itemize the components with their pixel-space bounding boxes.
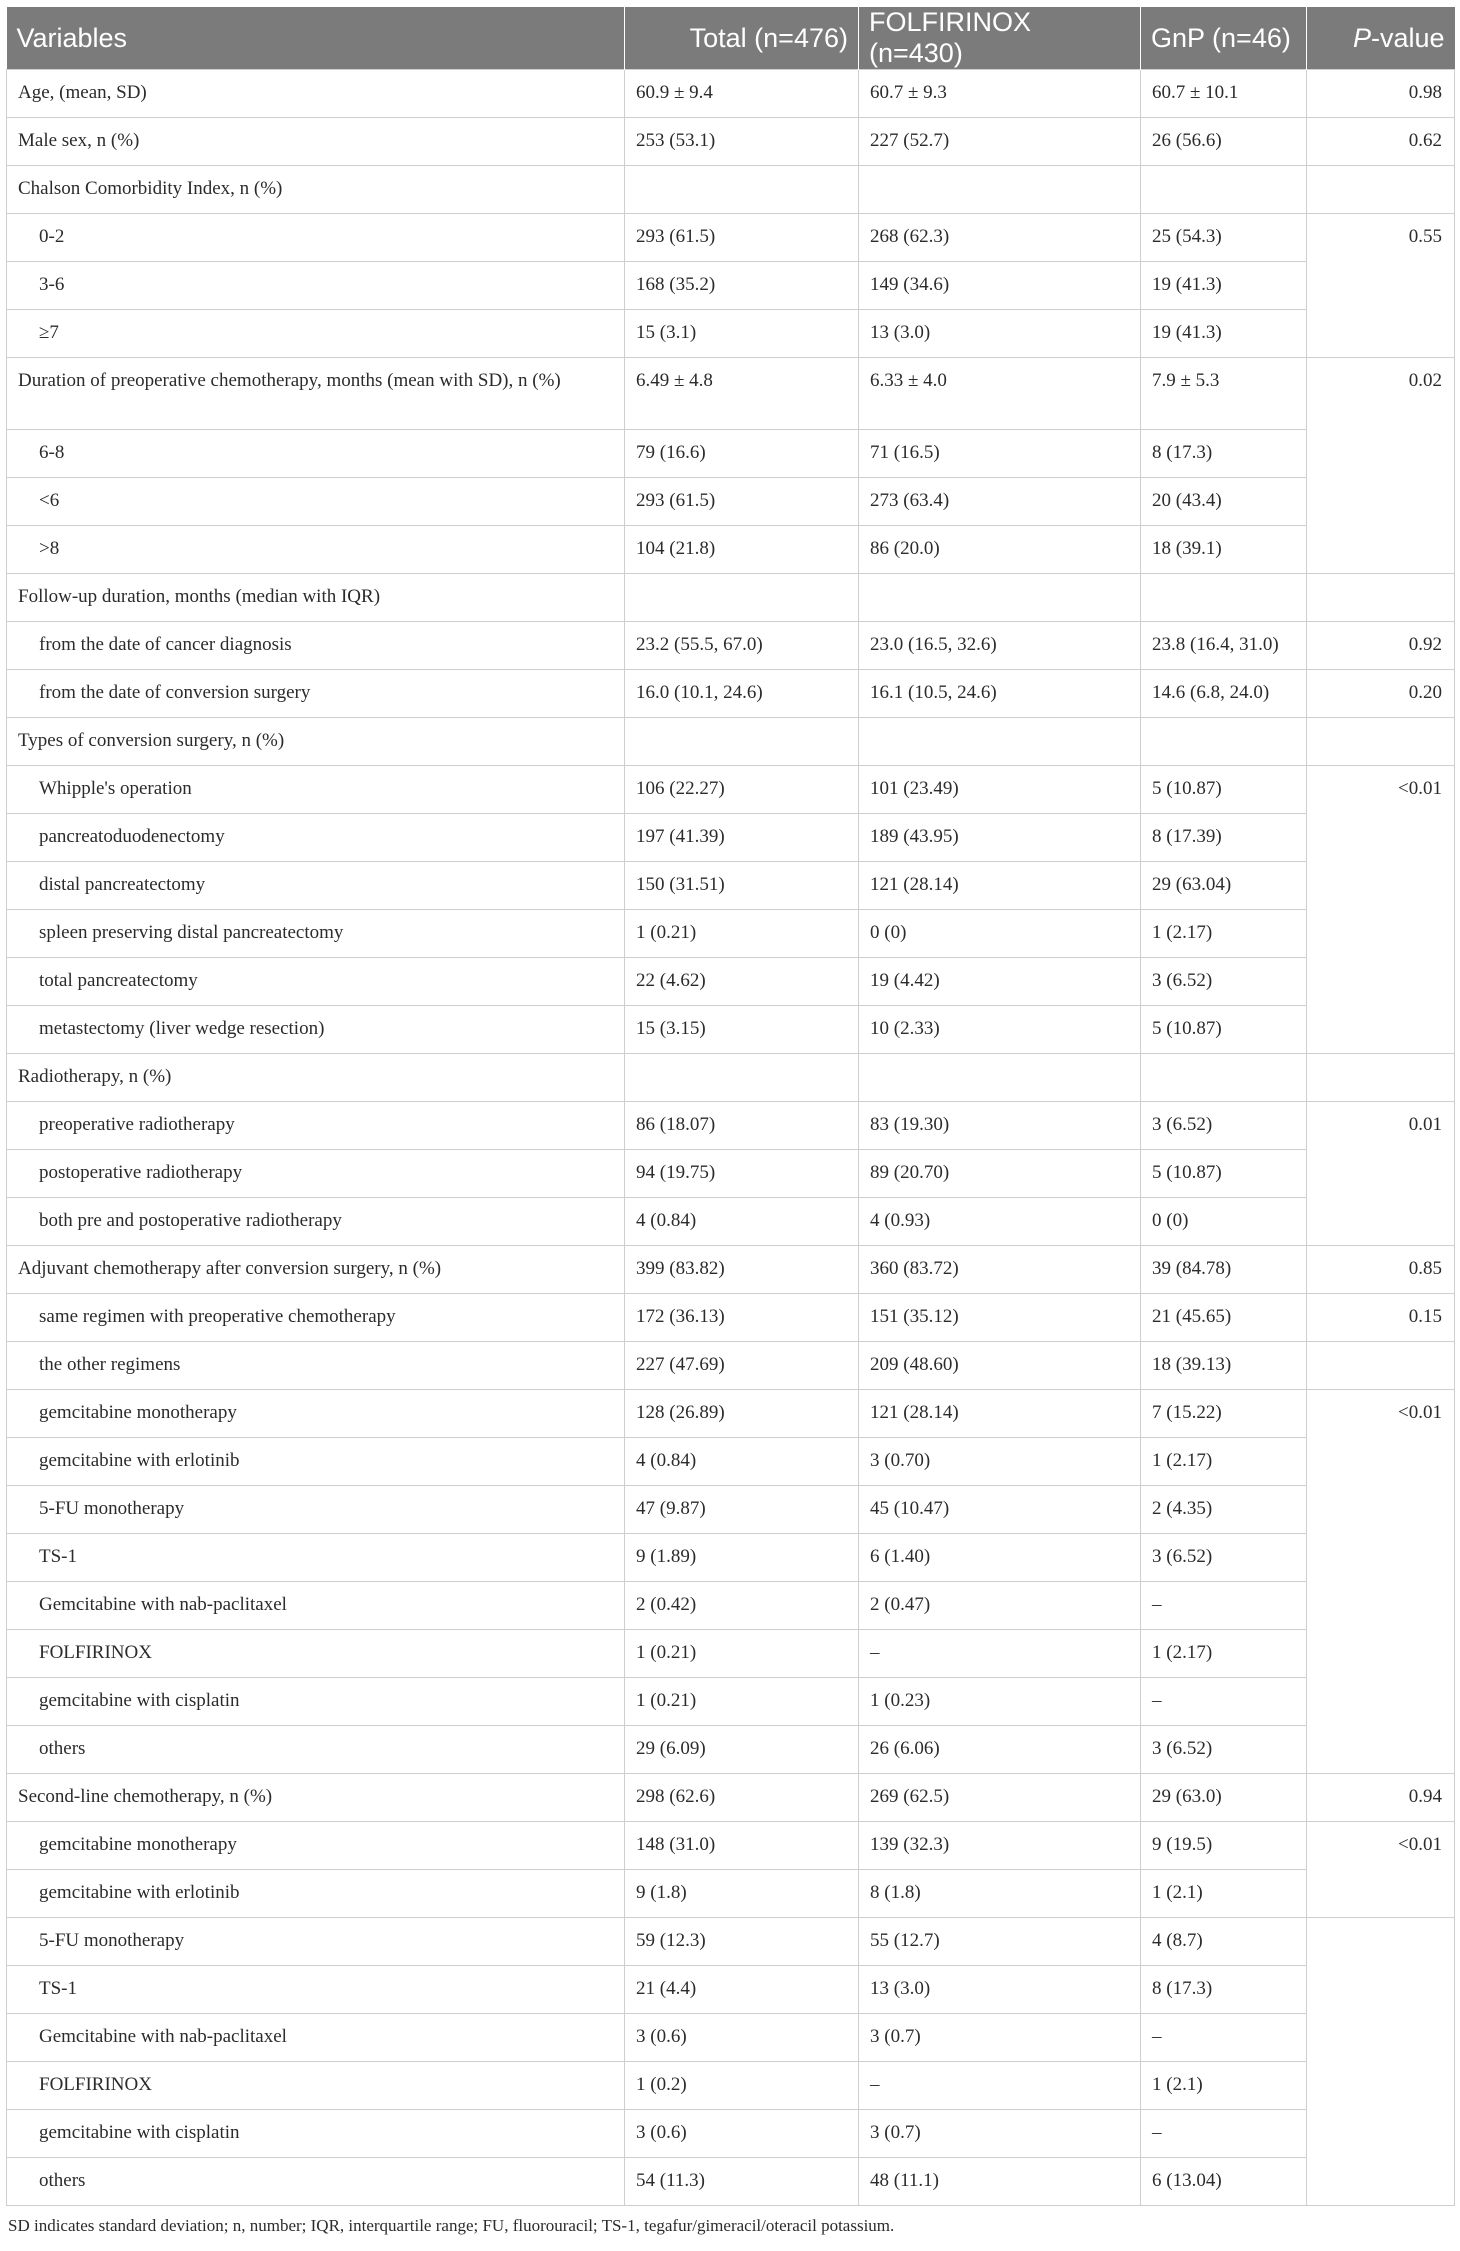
gnp-cell: 39 (84.78) [1141, 1246, 1307, 1294]
table-row [7, 1246, 1455, 1294]
total-cell [625, 718, 859, 766]
folfirinox-cell: 209 (48.60) [859, 1342, 1141, 1390]
table-row [7, 1342, 1455, 1390]
total-cell: 4 (0.84) [625, 1198, 859, 1246]
gnp-cell: 1 (2.1) [1141, 2062, 1307, 2110]
variable-cell: 6-8 [7, 430, 625, 478]
table-row [7, 1630, 1455, 1678]
p-value-cell: <0.01 [1307, 1822, 1455, 1918]
variable-cell: distal pancreatectomy [7, 862, 625, 910]
total-cell: 1 (0.2) [625, 2062, 859, 2110]
total-cell: 172 (36.13) [625, 1294, 859, 1342]
folfirinox-cell: 3 (0.7) [859, 2110, 1141, 2158]
folfirinox-cell: 268 (62.3) [859, 214, 1141, 262]
gnp-cell: 3 (6.52) [1141, 958, 1307, 1006]
table-row [7, 622, 1455, 670]
gnp-cell: 1 (2.17) [1141, 1438, 1307, 1486]
total-cell: 106 (22.27) [625, 766, 859, 814]
variable-cell: Radiotherapy, n (%) [7, 1054, 625, 1102]
total-cell: 197 (41.39) [625, 814, 859, 862]
gnp-cell: 5 (10.87) [1141, 1006, 1307, 1054]
variable-cell: Chalson Comorbidity Index, n (%) [7, 166, 625, 214]
gnp-cell: 1 (2.17) [1141, 910, 1307, 958]
variable-cell: Duration of preoperative chemotherapy, months (mean with SD), n (%) [7, 358, 625, 430]
total-cell: 293 (61.5) [625, 478, 859, 526]
variable-cell: gemcitabine with erlotinib [7, 1870, 625, 1918]
variable-cell: ≥7 [7, 310, 625, 358]
total-cell: 15 (3.15) [625, 1006, 859, 1054]
header-gnp: GnP (n=46) [1141, 7, 1307, 70]
gnp-cell: 21 (45.65) [1141, 1294, 1307, 1342]
gnp-cell: 0 (0) [1141, 1198, 1307, 1246]
gnp-cell: – [1141, 2110, 1307, 2158]
variable-cell: spleen preserving distal pancreatectomy [7, 910, 625, 958]
header-folfirinox: FOLFIRINOX (n=430) [859, 7, 1141, 70]
table-row [7, 1726, 1455, 1774]
variable-cell: gemcitabine with erlotinib [7, 1438, 625, 1486]
total-cell: 79 (16.6) [625, 430, 859, 478]
p-value-cell [1307, 1342, 1455, 1390]
variable-cell: preoperative radiotherapy [7, 1102, 625, 1150]
table-row [7, 1822, 1455, 1870]
total-cell [625, 1054, 859, 1102]
folfirinox-cell [859, 718, 1141, 766]
p-value-cell: <0.01 [1307, 1390, 1455, 1774]
gnp-cell: 60.7 ± 10.1 [1141, 70, 1307, 118]
table-row [7, 118, 1455, 166]
header-p-value [1307, 7, 1455, 70]
gnp-cell: 2 (4.35) [1141, 1486, 1307, 1534]
variable-cell: gemcitabine monotherapy [7, 1822, 625, 1870]
p-value-cell: 0.20 [1307, 670, 1455, 718]
folfirinox-cell: 121 (28.14) [859, 1390, 1141, 1438]
variable-cell: TS-1 [7, 1534, 625, 1582]
gnp-cell: – [1141, 1582, 1307, 1630]
table-row [7, 1438, 1455, 1486]
total-cell: 148 (31.0) [625, 1822, 859, 1870]
folfirinox-cell: 16.1 (10.5, 24.6) [859, 670, 1141, 718]
table-row [7, 1198, 1455, 1246]
gnp-cell: 26 (56.6) [1141, 118, 1307, 166]
p-value-cell: 0.98 [1307, 70, 1455, 118]
table-row [7, 2158, 1455, 2206]
folfirinox-cell: 273 (63.4) [859, 478, 1141, 526]
header-variables: Variables [7, 7, 625, 70]
table-row [7, 1390, 1455, 1438]
table-row [7, 1006, 1455, 1054]
table-row [7, 166, 1455, 214]
total-cell: 4 (0.84) [625, 1438, 859, 1486]
folfirinox-cell: 60.7 ± 9.3 [859, 70, 1141, 118]
gnp-cell: 29 (63.04) [1141, 862, 1307, 910]
variable-cell: TS-1 [7, 1966, 625, 2014]
table-body [7, 70, 1455, 2206]
p-value-cell: 0.02 [1307, 358, 1455, 574]
table-row [7, 1966, 1455, 2014]
gnp-cell: 23.8 (16.4, 31.0) [1141, 622, 1307, 670]
gnp-cell: 19 (41.3) [1141, 262, 1307, 310]
table-row [7, 1102, 1455, 1150]
gnp-cell: 9 (19.5) [1141, 1822, 1307, 1870]
gnp-cell: 8 (17.3) [1141, 430, 1307, 478]
header-p-suffix: -value [1370, 22, 1445, 53]
p-value-cell [1307, 1918, 1455, 2206]
variable-cell: Types of conversion surgery, n (%) [7, 718, 625, 766]
table-row [7, 718, 1455, 766]
table-row [7, 1534, 1455, 1582]
folfirinox-cell: 139 (32.3) [859, 1822, 1141, 1870]
gnp-cell [1141, 574, 1307, 622]
variable-cell: Gemcitabine with nab-paclitaxel [7, 2014, 625, 2062]
folfirinox-cell: 2 (0.47) [859, 1582, 1141, 1630]
total-cell: 59 (12.3) [625, 1918, 859, 1966]
variable-cell: same regimen with preoperative chemotherapy [7, 1294, 625, 1342]
p-value-cell [1307, 574, 1455, 622]
folfirinox-cell: 13 (3.0) [859, 1966, 1141, 2014]
gnp-cell: 1 (2.17) [1141, 1630, 1307, 1678]
variable-cell: 0-2 [7, 214, 625, 262]
folfirinox-cell: 227 (52.7) [859, 118, 1141, 166]
variable-cell: 5-FU monotherapy [7, 1918, 625, 1966]
table-row [7, 526, 1455, 574]
total-cell [625, 166, 859, 214]
gnp-cell: 6 (13.04) [1141, 2158, 1307, 2206]
folfirinox-cell: 10 (2.33) [859, 1006, 1141, 1054]
total-cell: 399 (83.82) [625, 1246, 859, 1294]
header-p-italic: P [1352, 22, 1371, 53]
folfirinox-cell: – [859, 2062, 1141, 2110]
variable-cell: gemcitabine with cisplatin [7, 1678, 625, 1726]
folfirinox-cell: 101 (23.49) [859, 766, 1141, 814]
table-row [7, 1294, 1455, 1342]
total-cell: 23.2 (55.5, 67.0) [625, 622, 859, 670]
gnp-cell: 8 (17.3) [1141, 1966, 1307, 2014]
variable-cell: Follow-up duration, months (median with IQR) [7, 574, 625, 622]
folfirinox-cell: 149 (34.6) [859, 262, 1141, 310]
variable-cell: gemcitabine monotherapy [7, 1390, 625, 1438]
table-row [7, 1150, 1455, 1198]
p-value-cell: 0.55 [1307, 214, 1455, 358]
total-cell: 3 (0.6) [625, 2110, 859, 2158]
variable-cell: from the date of cancer diagnosis [7, 622, 625, 670]
gnp-cell: 14.6 (6.8, 24.0) [1141, 670, 1307, 718]
total-cell: 47 (9.87) [625, 1486, 859, 1534]
table-row [7, 1774, 1455, 1822]
gnp-cell: 5 (10.87) [1141, 1150, 1307, 1198]
folfirinox-cell: 19 (4.42) [859, 958, 1141, 1006]
table-row [7, 2014, 1455, 2062]
total-cell: 54 (11.3) [625, 2158, 859, 2206]
folfirinox-cell: 8 (1.8) [859, 1870, 1141, 1918]
total-cell: 22 (4.62) [625, 958, 859, 1006]
folfirinox-cell: 6.33 ± 4.0 [859, 358, 1141, 430]
variable-cell: postoperative radiotherapy [7, 1150, 625, 1198]
variable-cell: the other regimens [7, 1342, 625, 1390]
gnp-cell: 1 (2.1) [1141, 1870, 1307, 1918]
total-cell: 128 (26.89) [625, 1390, 859, 1438]
table-row [7, 1582, 1455, 1630]
p-value-cell: 0.15 [1307, 1294, 1455, 1342]
table-row [7, 958, 1455, 1006]
folfirinox-cell: 3 (0.70) [859, 1438, 1141, 1486]
folfirinox-cell: 360 (83.72) [859, 1246, 1141, 1294]
p-value-cell: 0.94 [1307, 1774, 1455, 1822]
variable-cell: Adjuvant chemotherapy after conversion surgery, n (%) [7, 1246, 625, 1294]
table-header [7, 7, 1455, 70]
table-row [7, 262, 1455, 310]
gnp-cell: 7.9 ± 5.3 [1141, 358, 1307, 430]
folfirinox-cell: 121 (28.14) [859, 862, 1141, 910]
total-cell: 293 (61.5) [625, 214, 859, 262]
total-cell: 21 (4.4) [625, 1966, 859, 2014]
folfirinox-cell: 6 (1.40) [859, 1534, 1141, 1582]
variable-cell: FOLFIRINOX [7, 1630, 625, 1678]
table-footnote: SD indicates standard deviation; n, number; IQR, interquartile range; FU, fluorouracil; TS-1, tegafur/gimeracil/oteracil potassium. [8, 2216, 895, 2235]
gnp-cell: 7 (15.22) [1141, 1390, 1307, 1438]
variable-cell: pancreatoduodenectomy [7, 814, 625, 862]
p-value-cell [1307, 166, 1455, 214]
gnp-cell: 4 (8.7) [1141, 1918, 1307, 1966]
total-cell: 150 (31.51) [625, 862, 859, 910]
folfirinox-cell: 189 (43.95) [859, 814, 1141, 862]
gnp-cell: 3 (6.52) [1141, 1726, 1307, 1774]
variable-cell: Whipple's operation [7, 766, 625, 814]
table-row [7, 478, 1455, 526]
gnp-cell: – [1141, 1678, 1307, 1726]
folfirinox-cell: 86 (20.0) [859, 526, 1141, 574]
baseline-characteristics-table [6, 7, 1455, 2206]
folfirinox-cell: 3 (0.7) [859, 2014, 1141, 2062]
variable-cell: Second-line chemotherapy, n (%) [7, 1774, 625, 1822]
folfirinox-cell: 89 (20.70) [859, 1150, 1141, 1198]
table-row [7, 862, 1455, 910]
total-cell: 29 (6.09) [625, 1726, 859, 1774]
gnp-cell: 3 (6.52) [1141, 1102, 1307, 1150]
header-total: Total (n=476) [625, 7, 859, 70]
folfirinox-cell: 0 (0) [859, 910, 1141, 958]
variable-cell: <6 [7, 478, 625, 526]
folfirinox-cell: 151 (35.12) [859, 1294, 1141, 1342]
folfirinox-cell: – [859, 1630, 1141, 1678]
table-row [7, 1870, 1455, 1918]
variable-cell: 3-6 [7, 262, 625, 310]
table-row [7, 1054, 1455, 1102]
p-value-cell: 0.01 [1307, 1102, 1455, 1246]
total-cell: 9 (1.8) [625, 1870, 859, 1918]
table-row [7, 2110, 1455, 2158]
total-cell: 1 (0.21) [625, 910, 859, 958]
variable-cell: metastectomy (liver wedge resection) [7, 1006, 625, 1054]
variable-cell: Age, (mean, SD) [7, 70, 625, 118]
gnp-cell: 19 (41.3) [1141, 310, 1307, 358]
variable-cell: others [7, 1726, 625, 1774]
folfirinox-cell [859, 1054, 1141, 1102]
variable-cell: gemcitabine with cisplatin [7, 2110, 625, 2158]
variable-cell: Gemcitabine with nab-paclitaxel [7, 1582, 625, 1630]
folfirinox-cell: 45 (10.47) [859, 1486, 1141, 1534]
gnp-cell [1141, 1054, 1307, 1102]
table-row [7, 766, 1455, 814]
total-cell: 168 (35.2) [625, 262, 859, 310]
p-value-cell: 0.92 [1307, 622, 1455, 670]
total-cell: 2 (0.42) [625, 1582, 859, 1630]
total-cell: 1 (0.21) [625, 1630, 859, 1678]
folfirinox-cell: 23.0 (16.5, 32.6) [859, 622, 1141, 670]
gnp-cell: 3 (6.52) [1141, 1534, 1307, 1582]
gnp-cell: 20 (43.4) [1141, 478, 1307, 526]
total-cell: 16.0 (10.1, 24.6) [625, 670, 859, 718]
variable-cell: Male sex, n (%) [7, 118, 625, 166]
p-value-cell: <0.01 [1307, 766, 1455, 1054]
table-row [7, 574, 1455, 622]
table-row [7, 814, 1455, 862]
p-value-cell [1307, 718, 1455, 766]
gnp-cell: 25 (54.3) [1141, 214, 1307, 262]
total-cell: 253 (53.1) [625, 118, 859, 166]
folfirinox-cell: 71 (16.5) [859, 430, 1141, 478]
table-row [7, 910, 1455, 958]
total-cell: 86 (18.07) [625, 1102, 859, 1150]
variable-cell: 5-FU monotherapy [7, 1486, 625, 1534]
variable-cell: total pancreatectomy [7, 958, 625, 1006]
total-cell: 104 (21.8) [625, 526, 859, 574]
variable-cell: FOLFIRINOX [7, 2062, 625, 2110]
folfirinox-cell: 13 (3.0) [859, 310, 1141, 358]
variable-cell: >8 [7, 526, 625, 574]
gnp-cell: 8 (17.39) [1141, 814, 1307, 862]
total-cell: 60.9 ± 9.4 [625, 70, 859, 118]
folfirinox-cell [859, 574, 1141, 622]
folfirinox-cell [859, 166, 1141, 214]
total-cell: 3 (0.6) [625, 2014, 859, 2062]
total-cell: 94 (19.75) [625, 1150, 859, 1198]
header-row [7, 7, 1455, 70]
table-row [7, 214, 1455, 262]
table-row [7, 358, 1455, 430]
variable-cell: from the date of conversion surgery [7, 670, 625, 718]
total-cell: 6.49 ± 4.8 [625, 358, 859, 430]
folfirinox-cell: 1 (0.23) [859, 1678, 1141, 1726]
p-value-cell [1307, 1054, 1455, 1102]
folfirinox-cell: 4 (0.93) [859, 1198, 1141, 1246]
table-row [7, 430, 1455, 478]
table-row [7, 2062, 1455, 2110]
p-value-cell: 0.85 [1307, 1246, 1455, 1294]
gnp-cell: 18 (39.1) [1141, 526, 1307, 574]
gnp-cell [1141, 718, 1307, 766]
table-row [7, 1918, 1455, 1966]
table-row [7, 310, 1455, 358]
gnp-cell: – [1141, 2014, 1307, 2062]
total-cell: 298 (62.6) [625, 1774, 859, 1822]
total-cell [625, 574, 859, 622]
gnp-cell: 5 (10.87) [1141, 766, 1307, 814]
table-row [7, 670, 1455, 718]
total-cell: 1 (0.21) [625, 1678, 859, 1726]
folfirinox-cell: 26 (6.06) [859, 1726, 1141, 1774]
total-cell: 9 (1.89) [625, 1534, 859, 1582]
gnp-cell: 18 (39.13) [1141, 1342, 1307, 1390]
table-row [7, 1678, 1455, 1726]
folfirinox-cell: 83 (19.30) [859, 1102, 1141, 1150]
folfirinox-cell: 269 (62.5) [859, 1774, 1141, 1822]
folfirinox-cell: 48 (11.1) [859, 2158, 1141, 2206]
table-row [7, 70, 1455, 118]
gnp-cell: 29 (63.0) [1141, 1774, 1307, 1822]
total-cell: 227 (47.69) [625, 1342, 859, 1390]
total-cell: 15 (3.1) [625, 310, 859, 358]
gnp-cell [1141, 166, 1307, 214]
variable-cell: both pre and postoperative radiotherapy [7, 1198, 625, 1246]
folfirinox-cell: 55 (12.7) [859, 1918, 1141, 1966]
p-value-cell: 0.62 [1307, 118, 1455, 166]
variable-cell: others [7, 2158, 625, 2206]
table-row [7, 1486, 1455, 1534]
